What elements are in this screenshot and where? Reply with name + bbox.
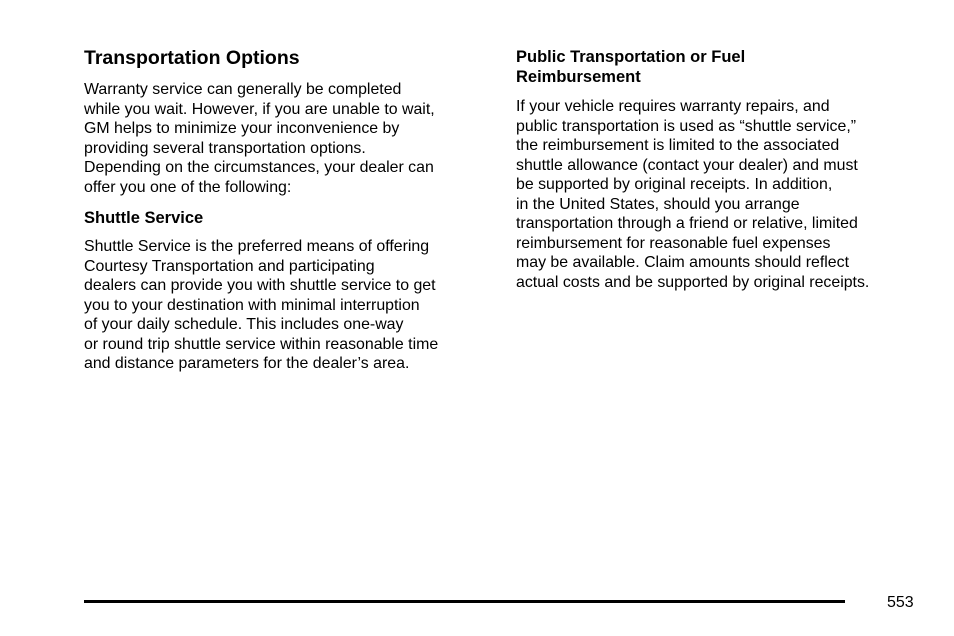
intro-line: Depending on the circumstances, your dealer can bbox=[84, 159, 434, 176]
page-number: 553 bbox=[887, 594, 914, 611]
left-column bbox=[84, 46, 489, 385]
shuttle-service-heading: Shuttle Service bbox=[84, 209, 204, 227]
heading-line: Reimbursement bbox=[516, 68, 641, 86]
shuttle-line: of your daily schedule. This includes one-way bbox=[84, 316, 404, 333]
shuttle-line: Shuttle Service is the preferred means of offering bbox=[84, 238, 430, 255]
intro-line: Warranty service can generally be completed bbox=[84, 81, 402, 98]
shuttle-line: dealers can provide you with shuttle service to get bbox=[84, 277, 436, 294]
intro-line: while you wait. However, if you are unable to wait, bbox=[84, 100, 435, 118]
body-line: actual costs and be supported by original receipts. bbox=[516, 273, 870, 291]
body-line: may be available. Claim amounts should reflect bbox=[516, 254, 849, 271]
public-transportation-heading bbox=[516, 47, 921, 87]
section-title: Transportation Options bbox=[84, 47, 300, 69]
footer-rule bbox=[84, 600, 845, 603]
body-line: in the United States, should you arrange bbox=[516, 195, 800, 213]
body-line: If your vehicle requires warranty repairs, and bbox=[516, 98, 830, 115]
shuttle-line: you to your destination with minimal interruption bbox=[84, 296, 420, 314]
body-line: be supported by original receipts. In addition, bbox=[516, 176, 833, 193]
intro-paragraph bbox=[84, 80, 489, 197]
intro-line: offer you one of the following: bbox=[84, 178, 292, 196]
body-line: reimbursement for reasonable fuel expenses bbox=[516, 234, 831, 252]
body-line: transportation through a friend or relative, limited bbox=[516, 215, 858, 232]
intro-line: providing several transportation options. bbox=[84, 139, 366, 157]
heading-line: Public Transportation or Fuel bbox=[516, 48, 746, 66]
shuttle-line: and distance parameters for the dealer’s area. bbox=[84, 355, 410, 372]
shuttle-line: or round trip shuttle service within reasonable time bbox=[84, 335, 439, 353]
body-line: the reimbursement is limited to the associated bbox=[516, 137, 840, 154]
body-line: shuttle allowance (contact your dealer) and must bbox=[516, 156, 858, 174]
shuttle-service-paragraph bbox=[84, 237, 489, 374]
shuttle-line: Courtesy Transportation and participating bbox=[84, 257, 375, 275]
right-column bbox=[516, 46, 921, 303]
public-transportation-paragraph bbox=[516, 97, 921, 292]
intro-line: GM helps to minimize your inconvenience by bbox=[84, 120, 400, 137]
body-line: public transportation is used as “shuttle service,” bbox=[516, 117, 857, 135]
